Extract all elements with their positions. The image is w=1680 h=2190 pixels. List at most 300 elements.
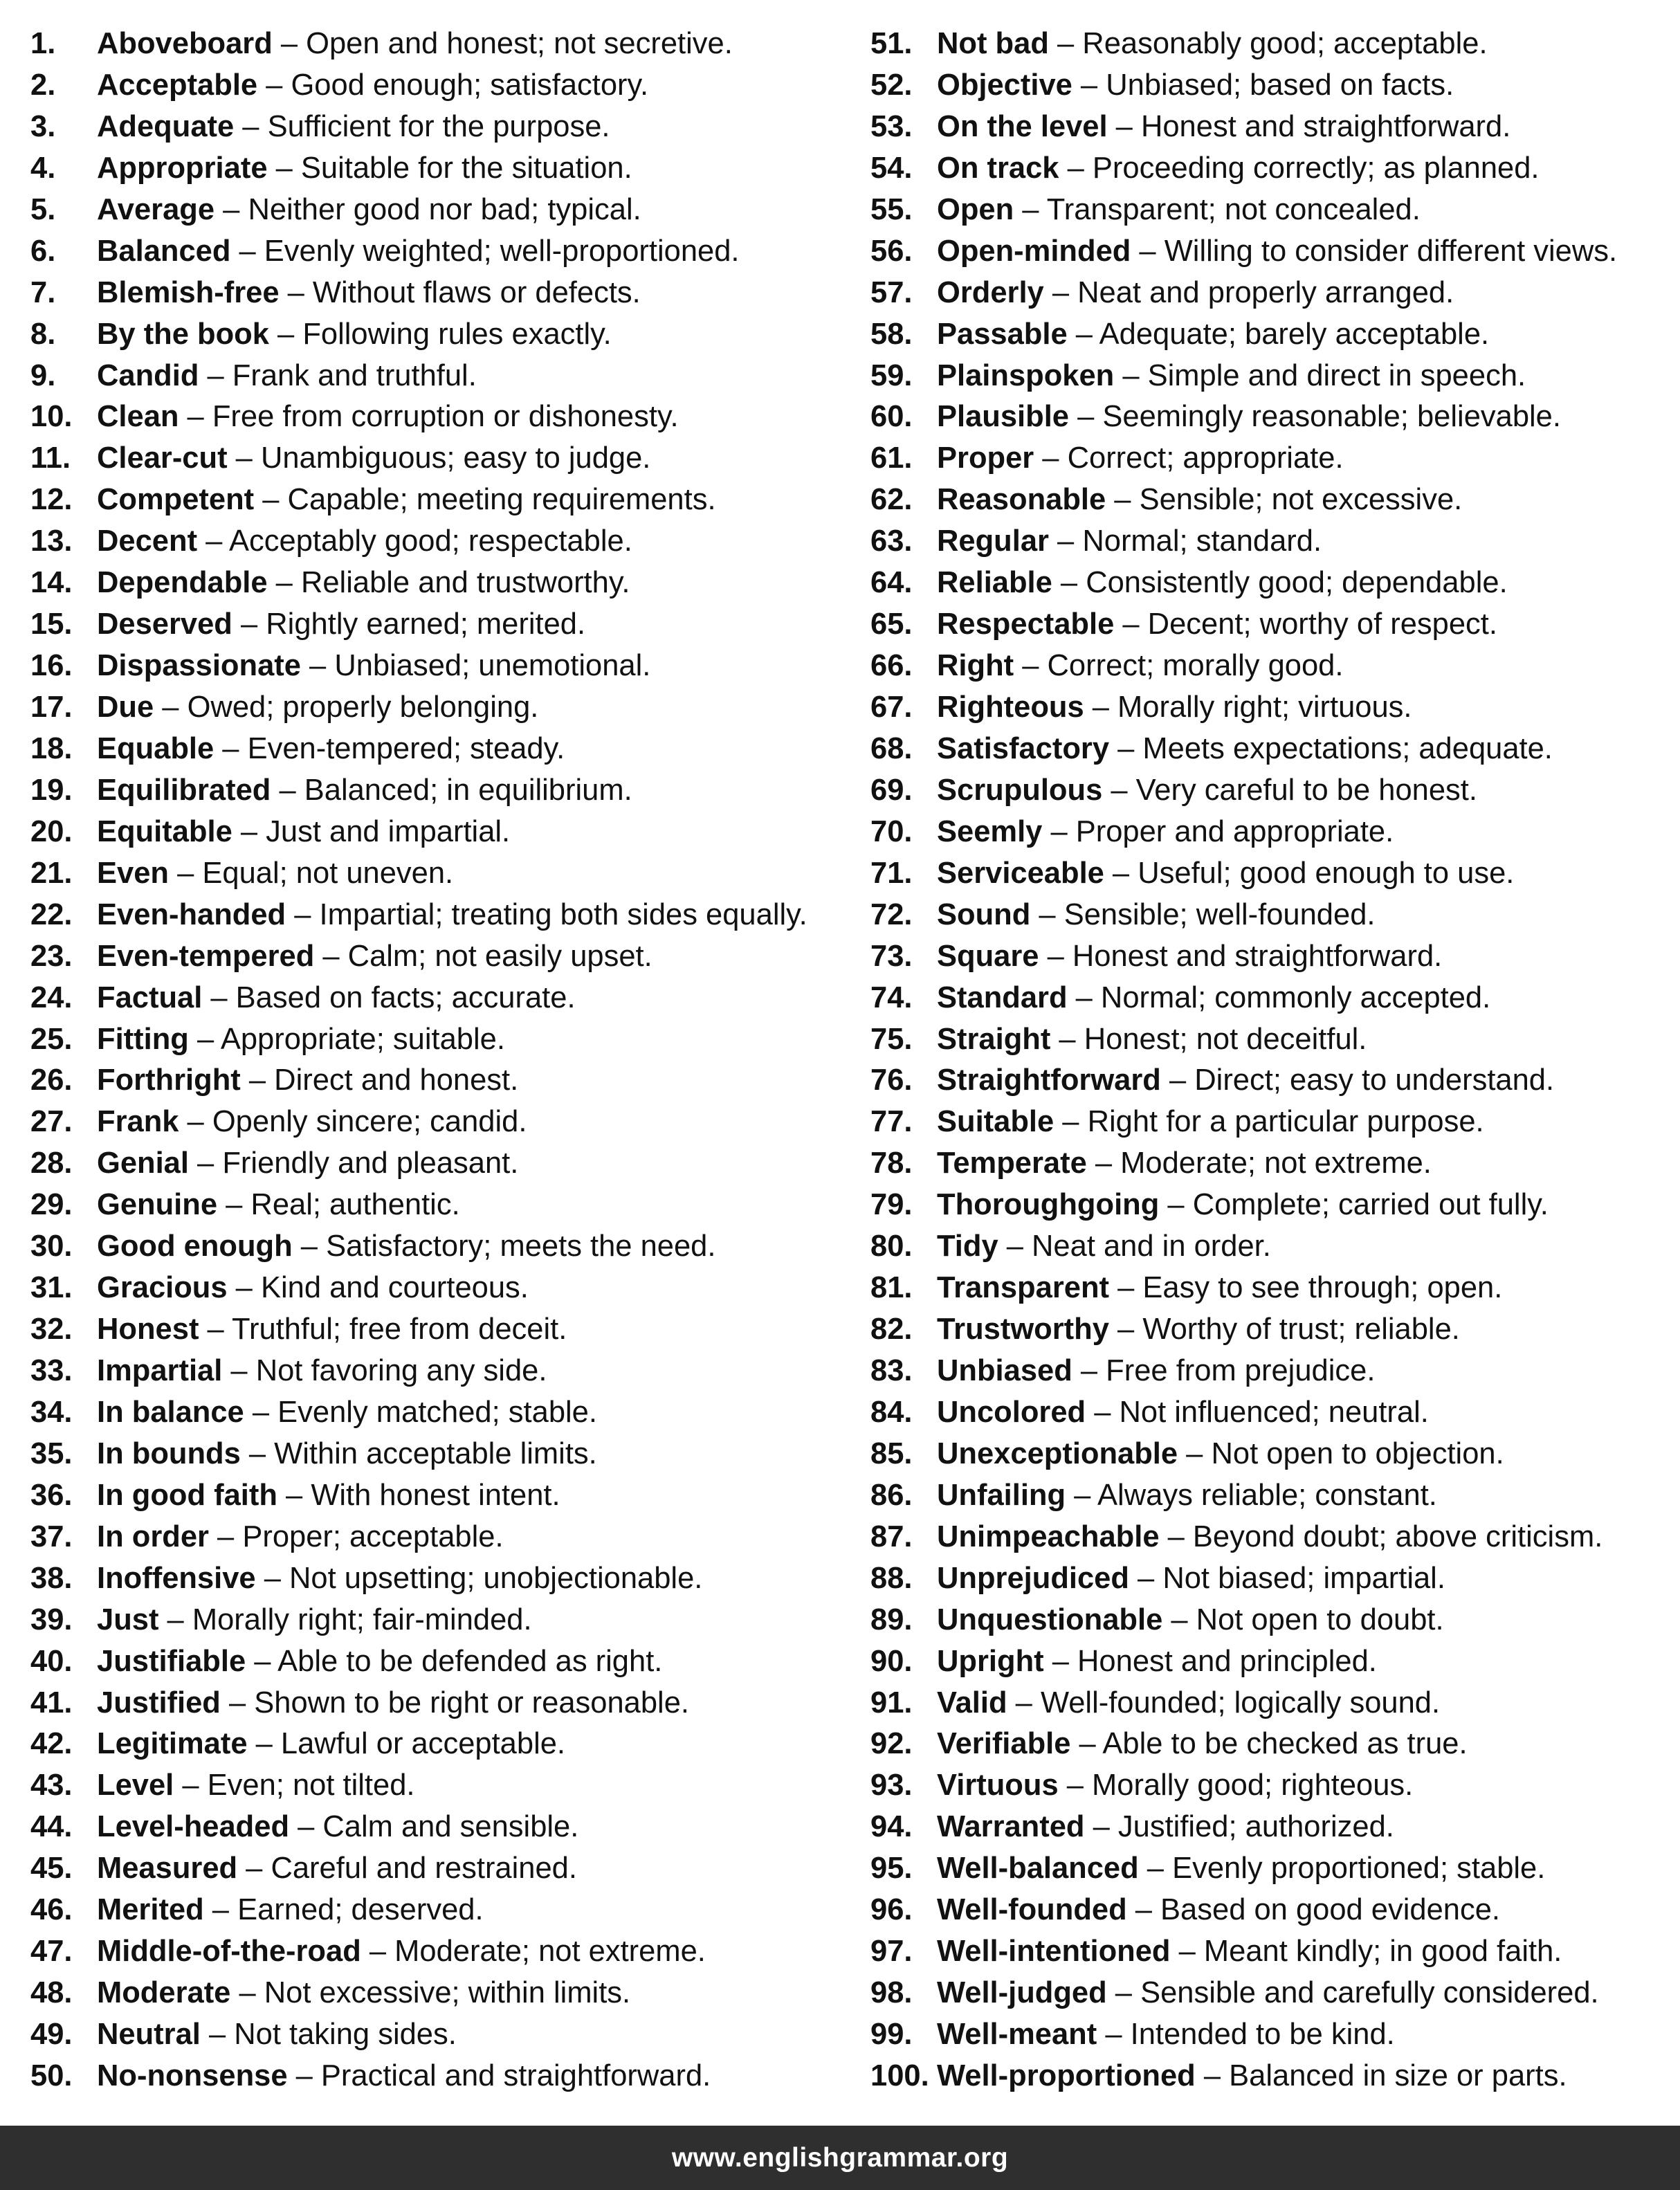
item-definition: Neat and in order. [1032, 1230, 1271, 1263]
item-text [97, 686, 538, 728]
list-item [870, 1972, 1673, 2014]
list-item [30, 1142, 854, 1184]
item-term: Middle-of-the-road [97, 1935, 361, 1969]
item-text [937, 686, 1412, 728]
list-item [870, 1350, 1673, 1391]
item-number: 80. [870, 1230, 913, 1263]
list-item [870, 769, 1673, 811]
list-item [870, 64, 1673, 106]
item-definition: Even; not tilted. [207, 1769, 415, 1803]
item-term: Well-intentioned [937, 1935, 1171, 1969]
item-number: 19. [30, 773, 73, 807]
item-definition: Consistently good; dependable. [1086, 566, 1508, 600]
item-separator: – [1043, 1644, 1078, 1678]
item-text [937, 1682, 1440, 1724]
item-text [97, 1475, 560, 1516]
item-term: Factual [97, 980, 203, 1014]
item-separator: – [287, 2059, 321, 2092]
item-definition: Moderate; not extreme. [1120, 1147, 1432, 1180]
list-item [870, 1889, 1673, 1931]
item-term: Well-founded [937, 1893, 1127, 1927]
item-definition: Decent; worthy of respect. [1147, 608, 1497, 641]
item-number: 47. [30, 1935, 73, 1969]
list-item [30, 1225, 854, 1267]
item-separator: – [244, 1395, 278, 1429]
item-separator: – [168, 856, 203, 890]
item-term: Right [937, 649, 1014, 683]
item-number: 29. [30, 1188, 73, 1222]
item-number: 30. [30, 1230, 73, 1263]
list-item [30, 811, 854, 852]
item-definition: Complete; carried out fully. [1192, 1188, 1549, 1222]
item-separator: – [314, 939, 348, 973]
item-term: Reliable [937, 566, 1052, 600]
list-item [30, 1059, 854, 1101]
list-item [30, 355, 854, 396]
item-number: 88. [870, 1561, 913, 1595]
item-term: By the book [97, 317, 269, 351]
item-number: 90. [870, 1644, 913, 1678]
item-number: 86. [870, 1478, 913, 1512]
item-number: 31. [30, 1271, 73, 1305]
item-separator: – [247, 1727, 281, 1761]
item-number: 81. [870, 1271, 913, 1305]
item-definition: Meets expectations; adequate. [1142, 731, 1553, 765]
item-term: Not bad [937, 27, 1049, 60]
item-separator: – [199, 1313, 232, 1347]
list-item [870, 355, 1673, 396]
item-separator: – [1159, 1188, 1193, 1222]
item-text [937, 520, 1322, 562]
item-number: 46. [30, 1893, 73, 1927]
item-term: Virtuous [937, 1769, 1059, 1803]
item-definition: Able to be defended as right. [277, 1644, 663, 1678]
item-number: 10. [30, 400, 73, 434]
item-separator: – [200, 2018, 235, 2051]
item-separator: – [267, 566, 301, 600]
item-text [97, 1931, 706, 1972]
item-number: 58. [870, 317, 913, 351]
item-term: Sound [937, 897, 1031, 931]
item-term: Well-balanced [937, 1852, 1139, 1886]
item-number: 94. [870, 1810, 913, 1844]
item-definition: Always reliable; constant. [1097, 1478, 1437, 1512]
item-number: 95. [870, 1852, 913, 1886]
item-term: Thoroughgoing [937, 1188, 1160, 1222]
item-separator: – [222, 1354, 256, 1387]
item-text [97, 1847, 577, 1889]
item-number: 96. [870, 1893, 913, 1927]
item-separator: – [1109, 731, 1143, 765]
item-definition: Willing to consider different views. [1164, 234, 1618, 268]
item-number: 9. [30, 358, 56, 392]
list-item [30, 1184, 854, 1225]
item-number: 67. [870, 691, 913, 724]
item-term: Legitimate [97, 1727, 248, 1761]
item-separator: – [255, 1561, 290, 1595]
list-item [870, 645, 1673, 686]
item-definition: Impartial; treating both sides equally. [319, 897, 807, 931]
item-definition: Justified; authorized. [1117, 1810, 1394, 1844]
item-number: 57. [870, 275, 913, 309]
item-separator: – [174, 1769, 208, 1803]
list-item [870, 106, 1673, 147]
item-separator: – [1066, 1478, 1098, 1512]
item-definition: Meant kindly; in good faith. [1203, 1935, 1562, 1969]
item-definition: Worthy of trust; reliable. [1142, 1313, 1460, 1347]
item-separator: – [203, 1893, 238, 1927]
item-definition: Based on facts; accurate. [235, 980, 576, 1014]
item-separator: – [188, 1022, 221, 1056]
item-number: 28. [30, 1147, 73, 1180]
item-separator: – [1042, 814, 1076, 848]
item-term: Clear-cut [97, 441, 228, 475]
item-term: Well-judged [937, 1976, 1107, 2010]
item-number: 60. [870, 400, 913, 434]
item-text [937, 1350, 1375, 1391]
item-definition: Easy to see through; open. [1142, 1271, 1503, 1305]
item-separator: – [154, 691, 188, 724]
item-number: 98. [870, 1976, 913, 2010]
item-number: 3. [30, 109, 56, 143]
list-item [870, 603, 1673, 645]
item-number: 92. [870, 1727, 913, 1761]
item-term: In order [97, 1520, 209, 1553]
item-number: 91. [870, 1686, 913, 1719]
item-term: In balance [97, 1395, 244, 1429]
word-list-column-left [30, 23, 854, 2097]
item-term: Reasonable [937, 483, 1106, 517]
word-list-column-right [870, 23, 1673, 2097]
item-number: 66. [870, 649, 913, 683]
item-separator: – [1084, 691, 1118, 724]
item-separator: – [1162, 1603, 1196, 1636]
item-separator: – [268, 317, 303, 351]
item-number: 34. [30, 1395, 73, 1429]
item-definition: Evenly weighted; well-proportioned. [264, 234, 740, 268]
item-text [97, 23, 733, 64]
list-item [30, 1806, 854, 1847]
item-definition: Not upsetting; unobjectionable. [289, 1561, 703, 1595]
item-term: Just [97, 1603, 159, 1636]
item-separator: – [1069, 400, 1103, 434]
item-number: 56. [870, 234, 913, 268]
list-item [870, 23, 1673, 64]
item-number: 68. [870, 731, 913, 765]
list-item [870, 1059, 1673, 1101]
item-term: Plainspoken [937, 358, 1115, 392]
item-number: 44. [30, 1810, 73, 1844]
list-item [870, 811, 1673, 852]
item-text [937, 894, 1375, 936]
item-text [937, 1764, 1413, 1806]
item-term: Satisfactory [937, 731, 1110, 765]
list-item [870, 1142, 1673, 1184]
item-number: 24. [30, 980, 73, 1014]
item-number: 82. [870, 1313, 913, 1347]
item-separator: – [279, 275, 313, 309]
item-separator: – [292, 1230, 327, 1263]
item-definition: Morally right; virtuous. [1117, 691, 1412, 724]
item-separator: – [234, 109, 268, 143]
item-term: Righteous [937, 691, 1084, 724]
item-text [97, 147, 632, 189]
item-term: Dispassionate [97, 649, 301, 683]
item-definition: Not taking sides. [234, 2018, 457, 2051]
item-definition: Balanced; in equilibrium. [304, 773, 632, 807]
item-text [97, 1433, 597, 1475]
item-definition: Suitable for the situation. [300, 151, 632, 185]
list-item [30, 1350, 854, 1391]
item-definition: Moderate; not extreme. [394, 1935, 706, 1969]
item-text [937, 1433, 1504, 1475]
item-number: 79. [870, 1188, 913, 1222]
item-number: 93. [870, 1769, 913, 1803]
item-definition: Sensible; well-founded. [1063, 897, 1376, 931]
item-definition: Free from prejudice. [1106, 1354, 1376, 1387]
item-text [937, 852, 1514, 894]
item-term: Moderate [97, 1976, 231, 2010]
item-term: Transparent [937, 1271, 1109, 1305]
list-item [30, 1516, 854, 1558]
item-definition: Not biased; impartial. [1162, 1561, 1445, 1595]
item-definition: Kind and courteous. [260, 1271, 529, 1305]
item-separator: – [267, 151, 301, 185]
item-separator: – [1039, 939, 1072, 973]
list-item [870, 437, 1673, 479]
item-term: Justified [97, 1686, 221, 1719]
item-separator: – [1126, 1893, 1161, 1927]
item-number: 48. [30, 1976, 73, 2010]
item-definition: Honest and principled. [1077, 1644, 1377, 1678]
item-separator: – [232, 814, 266, 848]
list-item [870, 147, 1673, 189]
item-text [97, 1723, 565, 1764]
list-item [30, 1267, 854, 1308]
list-item [870, 1225, 1673, 1267]
item-term: Serviceable [937, 856, 1104, 890]
list-item [30, 23, 854, 64]
item-definition: Sufficient for the purpose. [267, 109, 610, 143]
item-number: 83. [870, 1354, 913, 1387]
item-number: 23. [30, 939, 73, 973]
item-definition: Not excessive; within limits. [264, 1976, 631, 2010]
item-definition: Practical and straightforward. [320, 2059, 711, 2092]
item-definition: Not open to objection. [1211, 1436, 1504, 1470]
list-item [30, 1889, 854, 1931]
item-definition: Honest and straightforward. [1140, 109, 1511, 143]
item-definition: Normal; commonly accepted. [1100, 980, 1491, 1014]
item-definition: Lawful or acceptable. [280, 1727, 566, 1761]
item-text [937, 1889, 1500, 1931]
item-term: Even-tempered [97, 939, 315, 973]
item-text [937, 1599, 1444, 1641]
item-text [97, 1599, 532, 1641]
item-separator: – [1072, 1354, 1106, 1387]
item-term: Uncolored [937, 1395, 1086, 1429]
list-item [30, 230, 854, 272]
item-text [97, 64, 648, 106]
item-text [937, 1142, 1432, 1184]
list-item [870, 313, 1673, 355]
item-separator: – [1159, 1520, 1193, 1553]
item-definition: Unambiguous; easy to judge. [260, 441, 651, 475]
item-term: In bounds [97, 1436, 241, 1470]
item-text [97, 1558, 702, 1599]
item-text [937, 1558, 1445, 1599]
item-text [97, 1019, 505, 1060]
list-item [30, 2055, 854, 2097]
item-number: 39. [30, 1603, 73, 1636]
item-text [97, 1764, 414, 1806]
list-item [30, 272, 854, 313]
item-definition: Calm; not easily upset. [347, 939, 652, 973]
item-number: 15. [30, 608, 73, 641]
item-separator: – [1058, 1769, 1093, 1803]
item-text [937, 1641, 1377, 1682]
item-text [937, 1931, 1562, 1972]
list-item [30, 977, 854, 1019]
item-text [97, 2055, 711, 2097]
list-item [870, 272, 1673, 313]
item-text [97, 1641, 662, 1682]
list-item [870, 396, 1673, 437]
item-separator: – [197, 524, 230, 558]
item-separator: – [208, 1520, 243, 1553]
item-number: 13. [30, 524, 73, 558]
item-definition: Rightly earned; merited. [266, 608, 586, 641]
list-item [870, 977, 1673, 1019]
item-definition: Shown to be right or reasonable. [254, 1686, 689, 1719]
item-number: 17. [30, 691, 73, 724]
item-separator: – [1014, 192, 1047, 226]
item-number: 5. [30, 192, 56, 226]
item-separator: – [272, 27, 307, 60]
item-term: Objective [937, 68, 1072, 102]
item-number: 40. [30, 1644, 73, 1678]
list-item [30, 2014, 854, 2055]
item-definition: Proceeding correctly; as planned. [1092, 151, 1540, 185]
item-text [97, 355, 477, 396]
item-term: Genial [97, 1147, 189, 1180]
item-text [937, 355, 1526, 396]
item-text [937, 1391, 1429, 1433]
item-text [97, 1806, 578, 1847]
item-number: 20. [30, 814, 73, 848]
item-separator: – [232, 608, 266, 641]
item-separator: – [1048, 524, 1083, 558]
item-number: 7. [30, 275, 56, 309]
item-text [97, 230, 740, 272]
list-item [30, 936, 854, 977]
item-separator: – [286, 897, 320, 931]
item-separator: – [1114, 608, 1148, 641]
list-item [870, 852, 1673, 894]
item-text [937, 1267, 1502, 1308]
list-item [30, 520, 854, 562]
item-number: 26. [30, 1064, 73, 1097]
list-item [870, 1308, 1673, 1350]
item-number: 35. [30, 1436, 73, 1470]
item-term: Average [97, 192, 215, 226]
item-text [937, 1308, 1460, 1350]
item-separator: – [1131, 234, 1165, 268]
item-separator: – [1102, 773, 1136, 807]
list-item [870, 1516, 1673, 1558]
item-separator: – [998, 1230, 1032, 1263]
item-number: 97. [870, 1935, 913, 1969]
item-definition: Based on good evidence. [1160, 1893, 1501, 1927]
item-definition: Owed; properly belonging. [187, 691, 539, 724]
item-separator: – [1107, 109, 1141, 143]
item-separator: – [1050, 1022, 1084, 1056]
item-text [937, 1059, 1554, 1101]
list-item [30, 64, 854, 106]
item-definition: Able to be checked as true. [1102, 1727, 1468, 1761]
item-number: 59. [870, 358, 913, 392]
item-text [97, 894, 807, 936]
item-term: Neutral [97, 2018, 201, 2051]
item-term: No-nonsense [97, 2059, 288, 2092]
item-term: Honest [97, 1313, 199, 1347]
item-term: Unprejudiced [937, 1561, 1129, 1595]
list-item [30, 1847, 854, 1889]
item-text [937, 1723, 1468, 1764]
item-term: Temperate [937, 1147, 1087, 1180]
list-item [30, 603, 854, 645]
item-term: Open [937, 192, 1014, 226]
item-definition: Evenly matched; stable. [277, 1395, 597, 1429]
item-text [97, 936, 652, 977]
item-number: 74. [870, 980, 913, 1014]
list-item [870, 2055, 1673, 2097]
item-separator: – [217, 1188, 251, 1222]
item-number: 41. [30, 1686, 73, 1719]
item-definition: Unbiased; based on facts. [1106, 68, 1454, 102]
item-number: 65. [870, 608, 913, 641]
item-text [937, 1184, 1549, 1225]
item-definition: Correct; appropriate. [1067, 441, 1344, 475]
item-text [937, 1806, 1394, 1847]
list-item [870, 2014, 1673, 2055]
list-item [30, 396, 854, 437]
item-definition: Truthful; free from deceit. [232, 1313, 567, 1347]
item-term: Level [97, 1769, 174, 1803]
item-text [937, 437, 1344, 479]
list-item [30, 479, 854, 520]
item-separator: – [1054, 1105, 1088, 1139]
item-separator: – [289, 1810, 323, 1844]
item-separator: – [230, 234, 264, 268]
item-number: 33. [30, 1354, 73, 1387]
item-definition: Frank and truthful. [232, 358, 477, 392]
item-number: 14. [30, 566, 73, 600]
item-number: 37. [30, 1520, 73, 1553]
item-text [97, 272, 641, 313]
item-text [97, 2014, 457, 2055]
item-separator: – [1170, 1935, 1204, 1969]
item-separator: – [1086, 1147, 1121, 1180]
item-term: Standard [937, 980, 1068, 1014]
list-item [30, 1475, 854, 1516]
list-item [30, 686, 854, 728]
item-separator: – [1007, 1686, 1041, 1719]
item-number: 2. [30, 68, 56, 102]
item-definition: Not influenced; neutral. [1119, 1395, 1429, 1429]
item-text [937, 936, 1442, 977]
list-item [30, 1972, 854, 2014]
item-term: Seemly [937, 814, 1043, 848]
